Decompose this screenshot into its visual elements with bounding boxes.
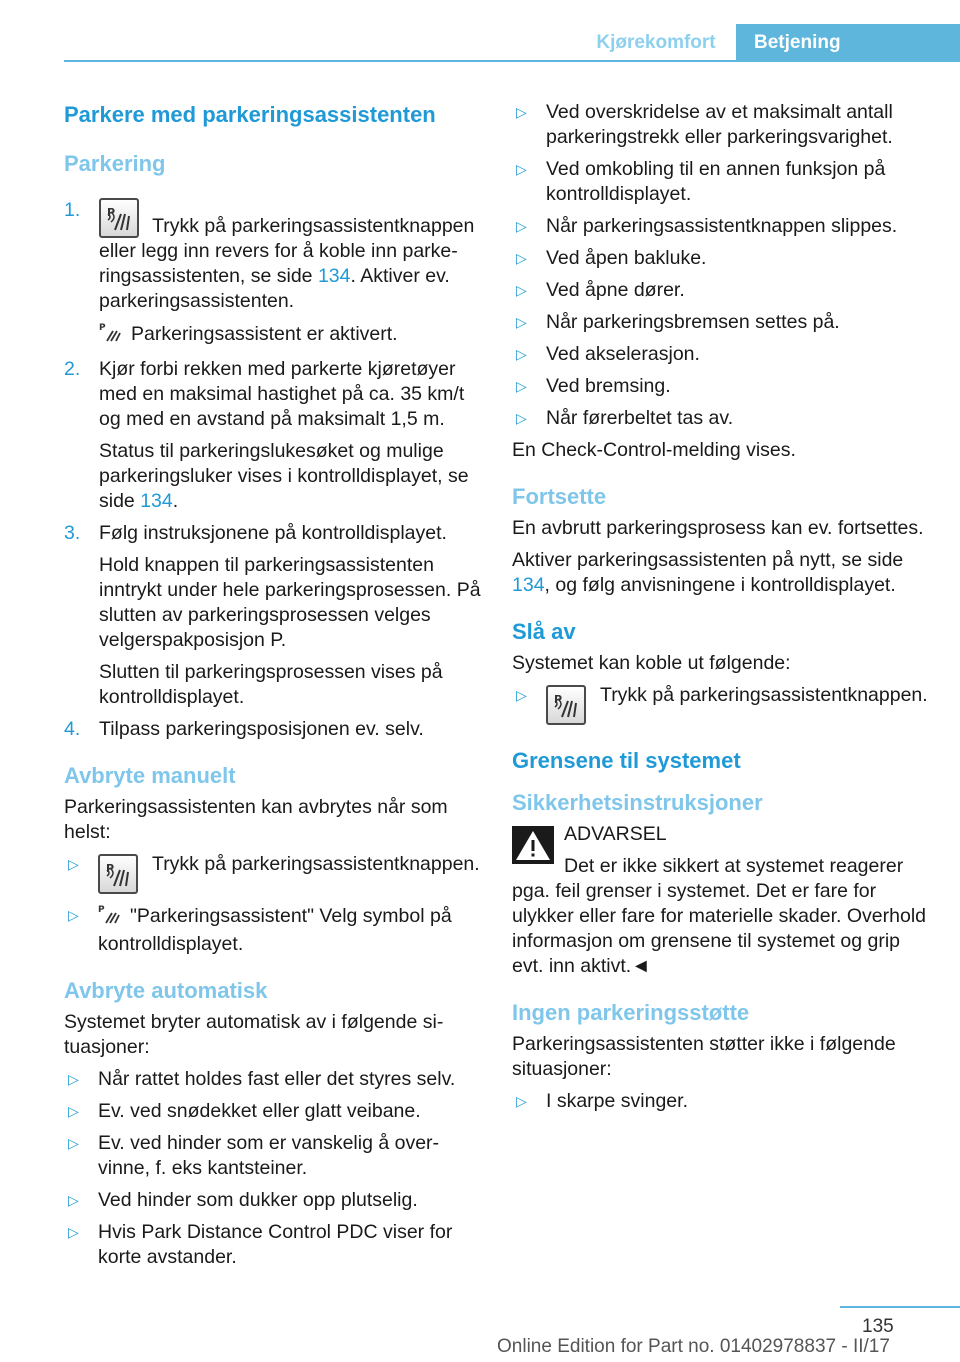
list-item (512, 278, 930, 303)
list-item-text: Ved akselerasjon. (546, 343, 700, 365)
heading-parkering: Parkering (64, 151, 166, 176)
footer-edition: Online Edition for Part no. 01402978837 - II/17 (497, 1336, 890, 1357)
list-item-text: Ev. ved hinder som er vanskelig å overvinne, f. eks kantsteiner. (98, 1132, 440, 1179)
step-number: 1. (64, 199, 81, 221)
heading-avbryte-automatisk: Avbryte automatisk (64, 978, 268, 1003)
left-column (64, 100, 482, 1277)
bullet-triangle-icon: ▷ (516, 1093, 527, 1109)
manual-intro: Parkeringsassistenten kan avbrytes når som helst: (64, 796, 448, 843)
bullet-triangle-icon: ▷ (516, 410, 527, 426)
note-text-b: . (172, 490, 179, 512)
svg-text:P: P (107, 206, 116, 219)
bullet-triangle-icon: ▷ (68, 856, 79, 872)
note-text: Status til parkeringslukesøket og mulige parkeringsluker vises i kontrolldisplayet, se side (99, 440, 469, 512)
page-link[interactable]: 134 (140, 490, 173, 512)
list-item-text: Ved omkobling til en annen funksjon på kontrolldisplayet. (546, 158, 886, 205)
bullet-triangle-icon: ▷ (516, 104, 527, 120)
step-2-note (64, 439, 482, 514)
page-link[interactable]: 134 (512, 574, 545, 596)
page-link[interactable]: 134 (317, 265, 351, 287)
list-item (64, 1067, 482, 1092)
svg-text:P: P (106, 862, 115, 875)
off-intro: Systemet kan koble ut følgende: (512, 652, 791, 674)
svg-text:P: P (99, 323, 106, 333)
parking-assistant-button-icon (546, 685, 586, 725)
list-item-text: I skarpe svinger. (546, 1090, 688, 1112)
step-3 (64, 521, 482, 546)
list-item (512, 246, 930, 271)
step-number: 3. (64, 522, 81, 544)
heading-grensene: Grensene til systemet (512, 748, 741, 773)
step-text: Tilpass parkeringsposisjonen ev. selv. (99, 718, 424, 740)
bullet-triangle-icon: ▷ (516, 687, 527, 703)
list-item-text: Trykk på parkeringsassistentknappen. (600, 684, 928, 706)
page-title: Parkere med parkeringsassistenten (64, 102, 436, 127)
list-item (64, 1188, 482, 1213)
list-item (64, 903, 482, 957)
bullet-triangle-icon: ▷ (516, 346, 527, 362)
list-item-text: Ved hinder som dukker opp plutselig. (98, 1189, 418, 1211)
step-text: Trykk på parkeringsassistentknappen eller legg inn revers for å koble inn parkeringsassistenten, se side (99, 215, 475, 287)
list-item (64, 1131, 482, 1181)
step-2 (64, 357, 482, 432)
bullet-triangle-icon: ▷ (68, 1071, 79, 1087)
list-item-text: Ved åpen bakluke. (546, 247, 707, 269)
list-item-text: Ev. ved snødekket eller glatt veibane. (98, 1100, 421, 1122)
paragraph-text: Aktiver parkeringsassistenten på nytt, se side (512, 549, 904, 571)
auto-intro: Systemet bryter automatisk av i følgende situasjoner: (64, 1011, 444, 1058)
list-item-text: Når parkeringsbremsen settes på. (546, 311, 840, 333)
list-item-text: Trykk på parkeringsassistentknappen. (152, 853, 480, 875)
step-number: 2. (64, 358, 81, 380)
bullet-triangle-icon: ▷ (68, 907, 79, 923)
list-item (64, 852, 482, 896)
bullet-triangle-icon: ▷ (516, 282, 527, 298)
paragraph-text-b: , og følg anvisningene i kontrolldisplayet. (544, 574, 896, 596)
right-column (512, 100, 930, 1121)
parking-assistant-active-icon (99, 321, 123, 350)
bullet-triangle-icon: ▷ (68, 1224, 79, 1240)
bullet-triangle-icon: ▷ (68, 1192, 79, 1208)
warning-title: ADVARSEL (564, 823, 667, 845)
continue-paragraph-1: En avbrutt parkeringsprosess kan ev. fortsettes. (512, 517, 924, 539)
step-3-note-1: Hold knappen til parkeringsassistenten inntrykt under hele parkeringsprosessen. På slutten av parkeringsprosessen velges velgerspakposisjon P. (99, 554, 481, 651)
page-number: 135 (862, 1316, 894, 1337)
note-text: Parkeringsassistent er aktivert. (131, 323, 398, 345)
step-1 (64, 198, 482, 314)
step-4 (64, 717, 482, 742)
warning-block (512, 822, 930, 979)
list-item (512, 683, 930, 727)
list-item (512, 342, 930, 367)
list-item-text: Når førerbeltet tas av. (546, 407, 734, 429)
list-item-text: Når rattet holdes fast eller det styres selv. (98, 1068, 456, 1090)
parking-assistant-button-icon (99, 198, 139, 238)
step-text: Kjør forbi rekken med parkerte kjøretøyer med en maksimal hastighet på ca. 35 km/t og med en avstand på maksimalt 1,5 m. (99, 358, 465, 430)
list-item-text: Ved overskridelse av et maksimalt antall parkeringstrekk eller parkeringsvarighet. (546, 101, 893, 148)
heading-sikkerhetsinstruksjoner: Sikkerhetsinstruksjoner (512, 790, 763, 815)
step-text: Følg instruksjonene på kontrolldisplayet. (99, 522, 447, 544)
step-1-note (64, 321, 482, 350)
list-item (512, 100, 930, 150)
continue-paragraph-2 (512, 548, 930, 598)
list-item (64, 1220, 482, 1270)
list-item (512, 374, 930, 399)
heading-sla-av: Slå av (512, 619, 576, 644)
heading-avbryte-manuelt: Avbryte manuelt (64, 763, 236, 788)
list-item-text: Ved bremsing. (546, 375, 671, 397)
step-3-note-2: Slutten til parkeringsprosessen vises på kontrolldisplayet. (99, 661, 443, 708)
svg-text:P: P (554, 693, 563, 706)
step-text-b: . Aktiver ev. parkeringsassistenten. (99, 265, 450, 312)
list-item (512, 214, 930, 239)
svg-text:P: P (98, 905, 105, 915)
bullet-triangle-icon: ▷ (68, 1135, 79, 1151)
list-item-text: Hvis Park Distance Control PDC viser for korte avstander. (98, 1221, 453, 1268)
bullet-triangle-icon: ▷ (516, 218, 527, 234)
step-number: 4. (64, 718, 81, 740)
warning-triangle-icon (512, 826, 554, 864)
bullet-triangle-icon: ▷ (68, 1103, 79, 1119)
list-item (512, 310, 930, 335)
no-support-intro: Parkeringsassistenten støtter ikke i følgende situasjoner: (512, 1033, 896, 1080)
list-item-text: Når parkeringsassistentknappen slippes. (546, 215, 898, 237)
list-item (512, 406, 930, 431)
header-tab-kjorekomfort: Kjørekomfort (596, 32, 716, 53)
bullet-triangle-icon: ▷ (516, 378, 527, 394)
list-item-text: "Parkeringsassistent" Velg symbol på kontrolldisplayet. (98, 905, 452, 955)
bullet-triangle-icon: ▷ (516, 314, 527, 330)
parking-assistant-active-icon (98, 903, 122, 932)
heading-fortsette: Fortsette (512, 484, 607, 509)
bullet-triangle-icon: ▷ (516, 250, 527, 266)
list-item (64, 1099, 482, 1124)
header-rule (64, 60, 960, 62)
heading-ingen-parkeringsstotte: Ingen parkeringsstøtte (512, 1000, 750, 1025)
parking-assistant-button-icon (98, 854, 138, 894)
check-control-note: En Check-Control-melding vises. (512, 439, 796, 461)
list-item (512, 1089, 930, 1114)
list-item (512, 157, 930, 207)
warning-body: Det er ikke sikkert at systemet reagerer pga. feil grenser i systemet. Det er fare for ulykker eller fare for materielle skader. Overhold informasjon om grensene til systemet og grip evt. inn aktivt.◄ (512, 855, 927, 977)
header-tab-betjening: Betjening (736, 24, 960, 62)
list-item-text: Ved åpne dører. (546, 279, 685, 301)
bullet-triangle-icon: ▷ (516, 161, 527, 177)
footer-rule (840, 1306, 960, 1308)
